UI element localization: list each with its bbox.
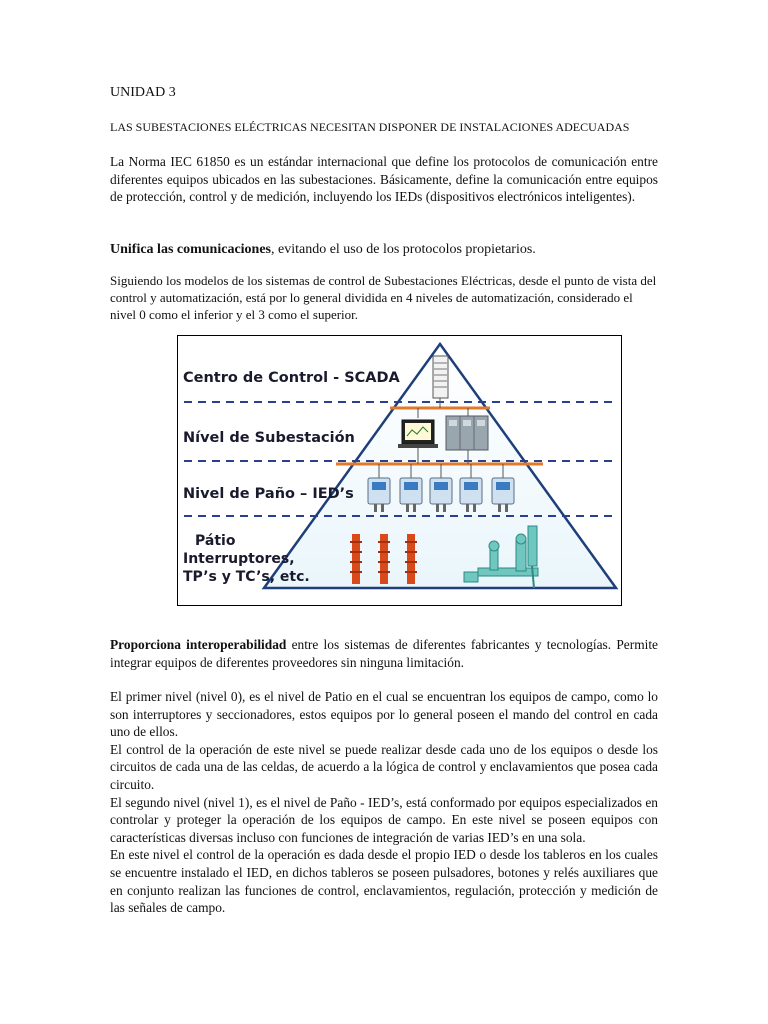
paragraph-unifica <box>110 241 658 259</box>
paragraph-line: En este nivel el control de la operación es dada desde el propio IED o desde los tableros en los cuales se encuentre instalado el IED, en dichos tableros se poseen pulsadores, botones y relés auxiliares que en conjunto realizan las funciones de control, enclavamientos, regulación, protección y medición de las señales de campo. <box>110 847 658 916</box>
level2-label: Nível de Subestación <box>183 430 355 446</box>
paragraph-iec61850: La Norma IEC 61850 es un estándar internacional que define los protocolos de comunicación entre diferentes equipos ubicados en las subestaciones. Básicamente, define la comunicación entre equipos de protección, control y de medición, incluyendo los IEDs (dispositivos electrónicos inteligentes). <box>110 154 658 204</box>
section-heading: LAS SUBESTACIONES ELÉCTRICAS NECESITAN DISPONER DE INSTALACIONES ADECUADAS <box>110 120 630 134</box>
paragraph-niveles: Siguiendo los modelos de los sistemas de control de Subestaciones Eléctricas, desde el punto de vista del control y automatización, está por lo general dividida en 4 niveles de automatización, considerado el nivel 0 como el inferior y el 3 como el superior. <box>110 273 657 322</box>
unit-title: UNIDAD 3 <box>110 85 176 100</box>
level1-label: Nivel de Paño – IED’s <box>183 486 354 502</box>
server-rack-icon <box>433 356 448 398</box>
bold-phrase: Unifica las comunicaciones <box>110 242 271 257</box>
level0-label-line2: Interruptores, <box>183 551 295 567</box>
paragraph-line: El control de la operación de este nivel se puede realizar desde cada uno de los equipos o desde los circuitos de cada una de las celdas, de acuerdo a la lógica de control y enclavamientos que posea cada circuito. <box>110 741 658 792</box>
paragraph-line: El primer nivel (nivel 0), es el nivel de Patio en el cual se encuentran los equipos de campo, como lo son interruptores y seccionadores, estos equipos por lo general poseen el mando del control en cada uno de ellos. <box>110 689 658 740</box>
level0-label-line3: TP’s y TC’s, etc. <box>183 569 310 585</box>
level3-label: Centro de Control - SCADA <box>183 370 400 386</box>
paragraph-line: El segundo nivel (nivel 1), es el nivel de Paño - IED’s, está conformado por equipos especializados en controlar y proteger la operación de los equipos de campo. En este nivel se poseen equipos con características diversas incluso con funciones de integración de varias IED’s en una sola. <box>110 794 658 845</box>
paragraph-interoperabilidad <box>110 636 658 672</box>
bold-phrase: Proporciona interoperabilidad <box>110 637 287 652</box>
paragraph-text: entre los sistemas de diferentes fabricantes y tecnologías. Permite integrar equipos de diferentes proveedores sin ninguna limitación. <box>110 637 658 670</box>
paragraph-niveles-detalle <box>110 688 658 917</box>
paragraph-text: , evitando el uso de los protocolos propietarios. <box>271 242 536 257</box>
automation-pyramid-figure <box>177 335 622 606</box>
cabinet-icon <box>446 416 488 450</box>
level0-label-line1: Pátio <box>195 533 236 549</box>
computer-icon <box>398 420 438 448</box>
